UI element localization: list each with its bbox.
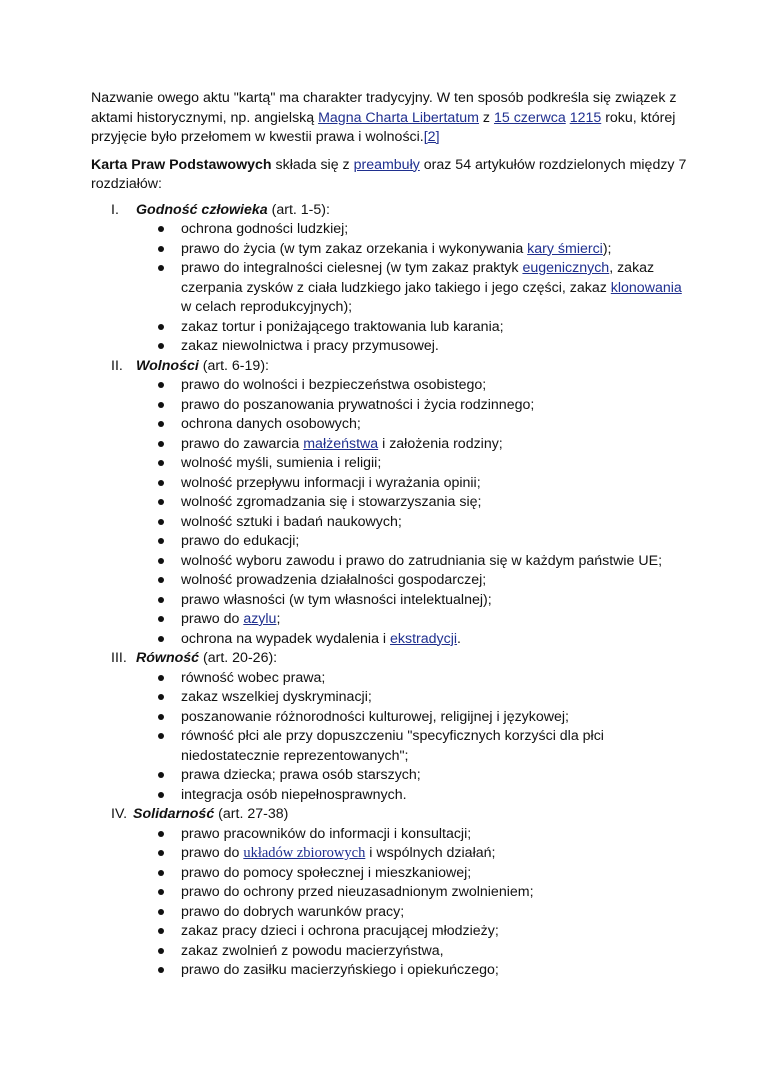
item-text: prawo do zawarcia: [181, 435, 304, 452]
list-item: [91, 474, 691, 494]
section-number: I.: [111, 201, 119, 218]
bullet-icon: [158, 772, 164, 778]
item-text: wolność myśli, sumienia i religii;: [181, 455, 382, 471]
item-text: prawa dziecka; prawa osób starszych;: [181, 767, 421, 783]
item-text: równość wobec prawa;: [181, 669, 326, 686]
item-text: i wspólnych działań;: [365, 845, 496, 861]
list-item: [91, 552, 691, 572]
list-item: [91, 844, 691, 864]
link-marriage[interactable]: małżeństwa: [303, 435, 379, 452]
list-item: [91, 727, 691, 766]
bullet-icon: [158, 480, 164, 486]
bullet-icon: [158, 499, 164, 505]
section-freedoms: [91, 357, 691, 650]
intro-text: z: [478, 109, 494, 126]
structure-paragraph: [91, 156, 691, 195]
bullet-icon: [158, 246, 164, 252]
item-text: );: [602, 240, 612, 257]
list-item: [91, 766, 691, 786]
bullet-icon: [158, 967, 164, 973]
section-articles: (art. 1-5):: [267, 201, 330, 218]
item-text: zakaz pracy dzieci i ochrona pracującej młodzieży;: [181, 923, 499, 939]
item-text: ochrona godności ludzkiej;: [181, 221, 349, 237]
list-item: [91, 610, 691, 630]
item-text: w celach reprodukcyjnych);: [181, 299, 353, 315]
section-dignity: [91, 201, 691, 357]
link-date[interactable]: 15 czerwca: [493, 109, 566, 126]
item-text: wolność przepływu informacji i wyrażania opinii;: [181, 474, 481, 491]
list-item: [91, 708, 691, 728]
link-death-penalty[interactable]: kary śmierci: [527, 240, 603, 257]
bullet-icon: [158, 909, 164, 915]
item-text: prawo do ochrony przed nieuzasadnionym zwolnieniem;: [181, 884, 534, 900]
item-text: równość płci ale przy dopuszczeniu "specyficznych korzyści dla płci niedostatecznie reprezentowanych";: [181, 728, 604, 764]
item-text: poszanowanie różnorodności kulturowej, religijnej i językowej;: [181, 708, 569, 725]
section-heading: [91, 357, 691, 377]
item-text: , zakaz czerpania zysków z ciała ludzkiego jako takiego i jego części, zakaz: [181, 260, 655, 296]
section-heading: [91, 649, 691, 669]
bullet-icon: [158, 421, 164, 427]
bullet-icon: [158, 402, 164, 408]
item-text: prawo do edukacji;: [181, 533, 300, 549]
bullet-icon: [158, 538, 164, 544]
item-text: .: [457, 630, 461, 647]
bullet-icon: [158, 460, 164, 466]
list-item: [91, 571, 691, 591]
structure-text: składa się z: [271, 156, 354, 173]
item-text: zakaz tortur i poniżającego traktowania lub karania;: [181, 318, 504, 335]
list-item: [91, 415, 691, 435]
link-cloning[interactable]: klonowania: [610, 279, 682, 296]
item-text: prawo do wolności i bezpieczeństwa osobistego;: [181, 377, 487, 393]
list-item: [91, 318, 691, 338]
section-items: [91, 220, 691, 357]
bullet-icon: [158, 324, 164, 330]
list-item: [91, 376, 691, 396]
bullet-icon: [158, 226, 164, 232]
item-text: wolność prowadzenia działalności gospodarczej;: [181, 572, 487, 588]
section-articles: (art. 6-19):: [198, 357, 269, 374]
section-articles: (art. 27-38): [214, 806, 289, 822]
list-item: [91, 454, 691, 474]
section-title: Równość: [136, 650, 200, 666]
list-item: [91, 903, 691, 923]
item-text: prawo pracowników do informacji i konsultacji;: [181, 825, 472, 842]
list-item: [91, 688, 691, 708]
list-item: [91, 825, 691, 845]
intro-paragraph: [91, 89, 691, 148]
section-title: Wolności: [136, 357, 199, 374]
item-text: prawo do dobrych warunków pracy;: [181, 903, 405, 920]
bullet-icon: [158, 948, 164, 954]
bullet-icon: [158, 265, 164, 271]
item-text: zakaz wszelkiej dyskryminacji;: [181, 689, 372, 705]
section-number: II.: [111, 357, 123, 374]
list-item: [91, 961, 691, 981]
list-item: [91, 942, 691, 962]
item-text: wolność zgromadzania się i stowarzyszania się;: [181, 494, 482, 510]
intro-text: Nazwanie owego aktu "kartą" ma charakter tradycyjny. W ten sposób podkreśla się związek z aktami historycznymi, np. angielską: [91, 90, 677, 126]
section-heading: [91, 805, 691, 825]
list-item: [91, 240, 691, 260]
bullet-icon: [158, 694, 164, 700]
list-item: [91, 532, 691, 552]
section-title: Godność człowieka: [136, 201, 268, 218]
bullet-icon: [158, 343, 164, 349]
bullet-icon: [158, 441, 164, 447]
item-text: wolność sztuki i badań naukowych;: [181, 513, 402, 530]
list-item: [91, 513, 691, 533]
item-text: prawo do integralności cielesnej (w tym zakaz praktyk: [181, 260, 523, 276]
item-text: prawo własności (w tym własności intelektualnej);: [181, 591, 492, 608]
item-text: ochrona danych osobowych;: [181, 416, 361, 432]
list-item: [91, 220, 691, 240]
bullet-icon: [158, 636, 164, 642]
link-asylum[interactable]: azylu: [243, 611, 277, 627]
bullet-icon: [158, 577, 164, 583]
list-item: [91, 435, 691, 455]
item-text: prawo do poszanowania prywatności i życia rodzinnego;: [181, 396, 535, 413]
bullet-icon: [158, 616, 164, 622]
item-text: prawo do zasiłku macierzyńskiego i opiekuńczego;: [181, 962, 499, 978]
bullet-icon: [158, 382, 164, 388]
list-item: [91, 396, 691, 416]
bullet-icon: [158, 597, 164, 603]
item-text: prawo do: [181, 611, 244, 627]
bullet-icon: [158, 675, 164, 681]
item-text: ochrona na wypadek wydalenia i: [181, 630, 391, 647]
link-magna-charta[interactable]: Magna Charta Libertatum: [318, 109, 479, 126]
bullet-icon: [158, 714, 164, 720]
link-preamble[interactable]: preambuły: [353, 156, 420, 173]
list-item: [91, 922, 691, 942]
bullet-icon: [158, 831, 164, 837]
bullet-icon: [158, 733, 164, 739]
item-text: prawo do życia (w tym zakaz orzekania i wykonywania: [181, 240, 528, 257]
link-year[interactable]: 1215: [569, 109, 602, 126]
bullet-icon: [158, 519, 164, 525]
section-solidarity: [91, 805, 691, 981]
list-item: [91, 591, 691, 611]
structure-text: oraz 54 artykułów rozdzielonych między 7 rozdziałów:: [91, 156, 687, 192]
section-number: III.: [111, 650, 127, 666]
bullet-icon: [158, 850, 164, 856]
item-text: integracja osób niepełnosprawnych.: [181, 786, 407, 803]
item-text: zakaz zwolnień z powodu macierzyństwa,: [181, 942, 444, 959]
list-item: [91, 883, 691, 903]
item-text: ;: [276, 611, 281, 627]
section-number: IV.: [111, 806, 128, 822]
item-text: zakaz niewolnictwa i pracy przymusowej.: [181, 338, 439, 354]
list-item: [91, 864, 691, 884]
link-reference[interactable]: [2]: [423, 129, 440, 145]
document-content: [91, 89, 691, 981]
bullet-icon: [158, 558, 164, 564]
list-item: [91, 337, 691, 357]
section-items: [91, 669, 691, 806]
section-heading: [91, 201, 691, 221]
list-item: [91, 493, 691, 513]
item-text: i założenia rodziny;: [378, 435, 503, 452]
bullet-icon: [158, 928, 164, 934]
list-item: [91, 786, 691, 806]
item-text: prawo do pomocy społecznej i mieszkaniowej;: [181, 864, 472, 881]
intro-text: roku, której przyjęcie było przełomem w kwestii prawa i wolności.: [91, 109, 676, 145]
bullet-icon: [158, 889, 164, 895]
bullet-icon: [158, 792, 164, 798]
section-articles: (art. 20-26):: [199, 650, 278, 666]
link-extradition[interactable]: ekstradycji: [390, 630, 458, 647]
item-text: prawo do: [181, 845, 244, 861]
link-eugenics[interactable]: eugenicznych: [522, 260, 610, 276]
link-collective-agreements[interactable]: układów zbiorowych: [243, 845, 366, 861]
list-item: [91, 630, 691, 650]
section-items: [91, 376, 691, 649]
item-text: wolność wyboru zawodu i prawo do zatrudniania się w każdym państwie UE;: [181, 552, 663, 569]
list-item: [91, 259, 691, 318]
bullet-icon: [158, 870, 164, 876]
section-items: [91, 825, 691, 981]
list-item: [91, 669, 691, 689]
charter-name: Karta Praw Podstawowych: [91, 156, 272, 173]
section-title: Solidarność: [133, 806, 215, 822]
section-equality: [91, 649, 691, 805]
